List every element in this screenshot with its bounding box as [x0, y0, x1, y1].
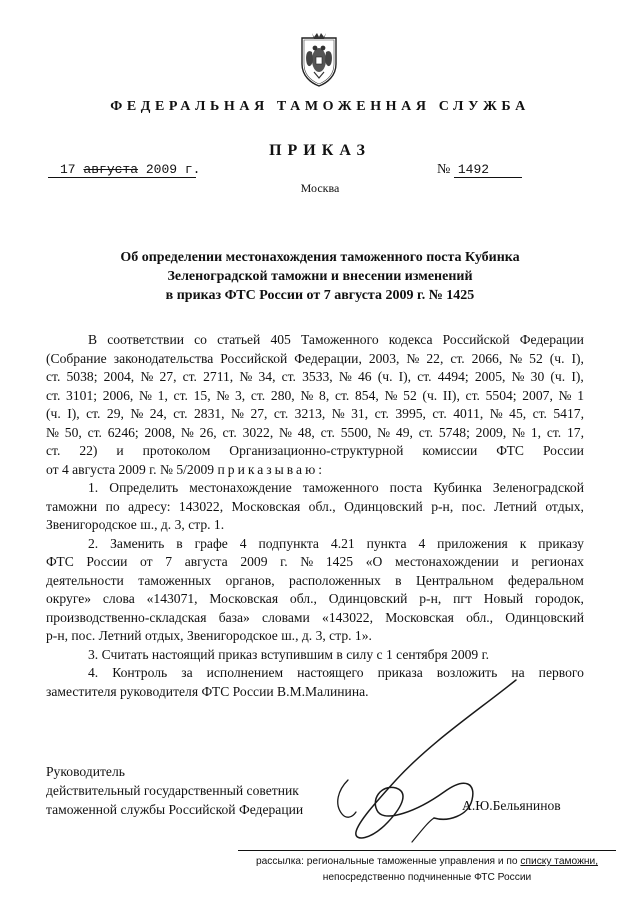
word: Новый — [483, 591, 524, 606]
word: Российской — [220, 350, 288, 366]
word: исполнением — [206, 665, 284, 680]
word: Московская — [231, 498, 301, 514]
word: 2831, — [193, 406, 225, 421]
text-line — [46, 442, 584, 461]
word: на — [511, 665, 525, 680]
word: ст. — [374, 406, 389, 421]
word: ФТС — [46, 554, 74, 569]
word: Московская — [385, 609, 454, 625]
text-line — [46, 590, 584, 609]
agency-name: ФЕДЕРАЛЬНАЯ ТАМОЖЕННАЯ СЛУЖБА — [110, 99, 530, 114]
word: № — [140, 369, 154, 384]
text-line: заместителя руководителя ФТС России В.М.Малинина. — [46, 683, 369, 699]
word: № — [239, 369, 253, 384]
word: ст. — [173, 387, 188, 403]
order-item-2 — [46, 535, 584, 646]
word: ст. — [173, 406, 188, 421]
word: ст. — [86, 406, 101, 421]
word: II), — [442, 387, 460, 403]
word: 15, — [193, 387, 211, 403]
word: России — [542, 443, 584, 458]
word: ст. — [450, 350, 465, 366]
distribution-divider — [238, 850, 616, 851]
word: № — [300, 387, 314, 403]
word: 6246; — [107, 424, 139, 440]
word: обл., — [289, 591, 317, 606]
word: 8, — [319, 387, 330, 403]
word: «143071, — [146, 591, 198, 606]
word: городок, — [534, 591, 584, 606]
word: по — [105, 498, 120, 514]
word: словами — [262, 609, 310, 625]
order-item-1 — [46, 479, 584, 535]
word: (ч. — [549, 350, 565, 366]
word: со — [194, 332, 207, 347]
word: таможенных — [138, 572, 212, 588]
word: 49, — [395, 424, 413, 440]
text-line — [46, 350, 584, 369]
word: ст. — [182, 369, 197, 384]
word: 46 — [357, 369, 372, 384]
signatory-name: А.Ю.Бельянинов — [462, 798, 561, 813]
word: Организационно-структурной — [229, 443, 404, 458]
text-line — [46, 461, 584, 480]
word: ст. — [222, 424, 237, 440]
document-type: ПРИКАЗ — [269, 142, 371, 159]
word: г. — [280, 554, 288, 569]
word: (ч. — [550, 369, 566, 384]
date-month: августа — [83, 162, 139, 177]
word: 52 — [403, 387, 417, 403]
word: Заменить — [110, 535, 165, 551]
word: р-н, — [431, 498, 454, 514]
text-line — [46, 553, 584, 572]
word: настоящего — [297, 665, 364, 680]
word: 4 — [239, 535, 247, 551]
word: за — [181, 665, 193, 680]
word: 2006, — [102, 387, 134, 403]
word: таможни — [46, 498, 98, 514]
word: ст. — [465, 387, 480, 403]
text-line — [46, 387, 584, 406]
word: 1. — [88, 480, 99, 495]
word: I), — [398, 369, 412, 384]
word: В — [88, 332, 98, 347]
word: (ч. — [377, 369, 393, 384]
text-line — [46, 609, 584, 628]
word: 3533, — [302, 369, 333, 384]
word: ст. — [432, 406, 447, 421]
word: 34, — [258, 369, 276, 384]
word: № — [338, 369, 352, 384]
number-sign: № — [437, 162, 451, 177]
word: 24, — [149, 406, 167, 421]
distribution-prefix: рассылка: региональные таможенные управления и по — [255, 856, 521, 867]
word: 143022, — [178, 498, 224, 514]
word: и — [116, 443, 124, 458]
word: Одинцовский — [344, 498, 423, 514]
word: деятельности — [46, 572, 124, 588]
word: «О — [365, 554, 383, 569]
word: 4.21 — [330, 535, 355, 551]
word: подпункта — [258, 535, 319, 551]
word: федеральном — [507, 572, 584, 588]
word: Московская — [209, 591, 279, 606]
word: 2066, — [471, 350, 503, 366]
word: 1 — [577, 387, 584, 403]
distribution-line — [238, 854, 616, 870]
heading-line: в приказ ФТС России от 7 августа 2009 г. № 1425 — [165, 288, 475, 303]
text-line: 3. Считать настоящий приказ вступившим в силу с 1 сентября 2009 г. — [88, 646, 490, 662]
word: 5417, — [553, 406, 584, 421]
text-line — [46, 424, 584, 443]
word: пос. — [461, 498, 486, 514]
word: ст. — [334, 387, 350, 403]
word: и — [511, 554, 519, 569]
word: Одинцовский — [505, 609, 584, 625]
order-item-3 — [46, 646, 584, 665]
word: 280, — [270, 387, 295, 403]
word: база» — [218, 609, 250, 625]
word: № — [300, 554, 314, 569]
word: № — [46, 424, 59, 440]
text-line — [46, 331, 584, 350]
word: законодательства — [113, 350, 214, 366]
word: 45, — [509, 406, 527, 421]
preamble-paragraph — [46, 331, 584, 479]
word: 3995, — [395, 406, 426, 421]
word: соответствии — [107, 332, 184, 347]
word: ст. — [46, 369, 61, 384]
word: ст. — [46, 387, 61, 403]
signatory-position — [46, 762, 303, 819]
text-line — [46, 572, 584, 591]
word: Контроль — [112, 665, 168, 680]
text-line — [46, 535, 584, 554]
word: № — [138, 387, 152, 403]
word: ст. — [250, 387, 266, 403]
distribution-note — [238, 854, 616, 886]
word: 1, — [157, 387, 168, 403]
word: 1, — [530, 424, 542, 440]
word: 854, — [354, 387, 379, 403]
word: «143022, — [322, 609, 373, 625]
order-body — [46, 331, 584, 701]
text-line — [46, 479, 584, 498]
word: Кубинка — [433, 480, 482, 495]
word: 27, — [250, 406, 268, 421]
word: расположенных — [289, 572, 381, 588]
word: № — [509, 350, 523, 366]
word: производственно-складская — [46, 609, 207, 625]
word: 4 — [418, 535, 426, 551]
word: к — [519, 535, 527, 551]
word: графе — [194, 535, 228, 551]
word: Федерации — [519, 332, 584, 347]
heading-line: Зеленоградской таможни и внесении изменений — [167, 269, 473, 284]
word: № — [511, 369, 525, 384]
city: Москва — [300, 181, 340, 195]
word: пгт — [453, 591, 472, 606]
word: 3022, — [242, 424, 274, 440]
word: 405 — [270, 332, 291, 347]
word: I), — [571, 369, 584, 384]
word: статьей — [217, 332, 261, 347]
position-line: действительный государственный советник — [46, 783, 299, 798]
text-line — [46, 368, 584, 387]
word: августа — [184, 554, 228, 569]
word: Определить — [109, 480, 179, 495]
word: комиссии — [422, 443, 478, 458]
word: поста — [389, 480, 423, 495]
word: 2009 — [240, 554, 268, 569]
word: № — [384, 387, 398, 403]
word: обл., — [308, 498, 336, 514]
word: таможенного — [302, 480, 379, 495]
word: приказа — [377, 665, 423, 680]
word: приказу — [538, 535, 584, 551]
word: 4. — [88, 665, 99, 680]
word: 29, — [106, 406, 124, 421]
word: 50, — [64, 424, 82, 440]
word: ст. — [417, 369, 432, 384]
word: органов, — [225, 572, 275, 588]
word: Федерации, — [294, 350, 362, 366]
order-number-field — [437, 162, 522, 178]
word: № — [331, 406, 345, 421]
word: протоколом — [142, 443, 211, 458]
word: ст. — [320, 424, 335, 440]
word: Одинцовский — [328, 591, 408, 606]
word: отдых, — [545, 498, 584, 514]
word: 2004, — [103, 369, 135, 384]
word: слова — [102, 591, 135, 606]
word: регионах — [531, 554, 584, 569]
word: 27, — [159, 369, 177, 384]
word: в — [176, 535, 183, 551]
order-word: приказываю: — [217, 461, 326, 477]
word: 22) — [79, 443, 98, 458]
word: № — [377, 424, 391, 440]
word: № — [180, 424, 194, 440]
word: 5748; — [438, 424, 470, 440]
word: 22, — [426, 350, 444, 366]
order-date — [48, 162, 201, 178]
word: Российской — [442, 332, 510, 347]
word: 2711, — [203, 369, 234, 384]
word: 2. — [88, 535, 99, 551]
word: адресу: — [128, 498, 171, 514]
word: 30 — [530, 369, 545, 384]
word: ст. — [87, 424, 102, 440]
word: 2008, — [144, 424, 176, 440]
text-line — [46, 498, 584, 517]
word: 3213, — [294, 406, 326, 421]
position-line: таможенной службы Российской Федерации — [46, 802, 304, 817]
text-line: Звенигородское ш., д. 3, стр. 1. — [46, 517, 225, 532]
word: местонахождение — [189, 480, 292, 495]
word: ФТС — [496, 443, 524, 458]
word: ст. — [273, 406, 289, 421]
word: 5500, — [340, 424, 372, 440]
word: I), — [67, 406, 80, 421]
word: 5504; — [485, 387, 517, 403]
word: от — [140, 554, 153, 569]
word: 1425 — [325, 554, 354, 569]
word: 31, — [351, 406, 369, 421]
word: местонахождении — [394, 554, 499, 569]
word: 5038; — [66, 369, 98, 384]
word: 4011, — [453, 406, 484, 421]
word: пункта — [366, 535, 407, 551]
word: возложить — [436, 665, 498, 680]
date-day: 17 — [60, 162, 76, 177]
word: 48, — [297, 424, 315, 440]
word: № — [406, 350, 420, 366]
word: ст. — [281, 369, 296, 384]
word: Зеленоградской — [492, 480, 584, 495]
word: обл., — [466, 609, 494, 625]
coat-of-arms-emblem — [294, 30, 344, 88]
word: Центральном — [415, 572, 494, 588]
distribution-line: непосредственно подчиненные ФТС России — [322, 872, 532, 883]
word: 2005, — [474, 369, 506, 384]
word: округе» — [46, 591, 92, 606]
word: № — [279, 424, 292, 440]
word: России — [86, 554, 128, 569]
word: 2007, — [522, 387, 553, 403]
word: р-н, — [419, 591, 442, 606]
word: (ч. — [46, 406, 61, 421]
word: № — [130, 406, 144, 421]
word: № — [489, 406, 503, 421]
word: ст. — [418, 424, 434, 440]
text-line: р-н, пос. Летний отдых, Звенигородское ш., д. 3, стр. 1». — [46, 628, 372, 643]
word: Таможенного — [300, 332, 379, 347]
word: кодекса — [388, 332, 433, 347]
order-heading — [60, 248, 580, 305]
handwritten-signature — [326, 672, 556, 852]
word: (Собрание — [46, 350, 107, 366]
word: (ч. — [422, 387, 438, 403]
word: 4494; — [437, 369, 469, 384]
word: Летний — [493, 498, 537, 514]
word: № — [512, 424, 526, 440]
word: 26, — [199, 424, 217, 440]
word: 17, — [566, 424, 584, 440]
text-line — [46, 405, 584, 424]
word: № — [558, 387, 572, 403]
preamble-last-line: от 4 августа 2009 г. № 5/2009 — [46, 461, 215, 477]
word: 2009, — [475, 424, 507, 440]
order-number: 1492 — [454, 162, 522, 178]
heading-line: Об определении местонахождения таможенного поста Кубинка — [120, 250, 520, 265]
word: № — [216, 387, 230, 403]
word: ст. — [532, 406, 547, 421]
word: ст. — [46, 443, 61, 458]
word: первого — [538, 665, 584, 680]
word: ст. — [546, 424, 562, 440]
distribution-list-link: списку таможни, — [520, 856, 599, 867]
word: 7 — [165, 554, 173, 569]
word: 52 — [529, 350, 543, 366]
word: в — [395, 572, 402, 588]
word: I), — [571, 350, 584, 366]
word: № — [231, 406, 244, 421]
word: 2003, — [368, 350, 400, 366]
date-year: 2009 г. — [145, 162, 201, 177]
word: 3, — [234, 387, 246, 403]
position-line: Руководитель — [46, 764, 125, 779]
word: приложения — [437, 535, 508, 551]
word: 3101; — [66, 387, 98, 403]
